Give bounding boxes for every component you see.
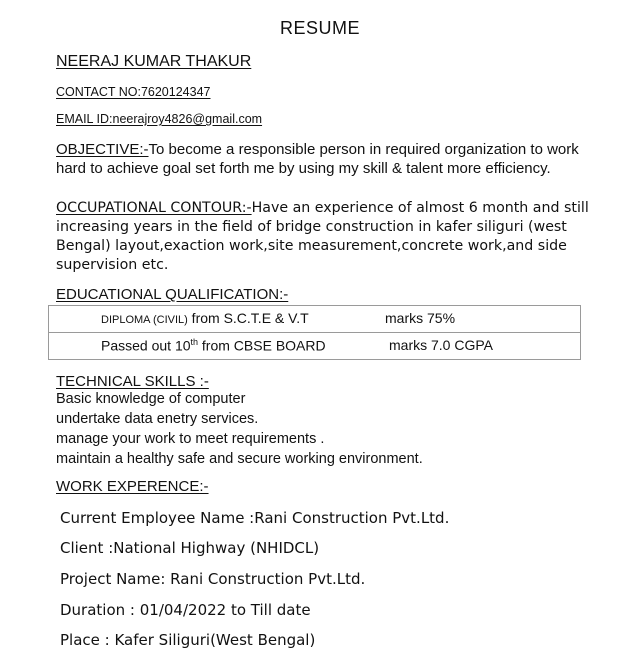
- education-table: [48, 305, 581, 360]
- education-course-detail: [101, 310, 309, 326]
- education-cell: [49, 333, 581, 360]
- education-marks: marks 75%: [385, 310, 456, 326]
- list-item: undertake data enetry services.: [56, 411, 259, 427]
- objective-heading: OBJECTIVE:-: [56, 141, 149, 158]
- occupational-text: Have an experience of almost 6 month and still increasing years in the field of bridge construction in kafer siliguri (west Bengal) layout,exaction work,site measurement,concrete work,and side supervision etc.: [56, 200, 589, 273]
- education-marks: marks 7.0 CGPA: [389, 337, 493, 353]
- list-item: maintain a healthy safe and secure working environment.: [56, 451, 423, 467]
- resume-title: RESUME: [279, 18, 360, 38]
- list-item: Client :National Highway (NHIDCL): [60, 539, 320, 557]
- contact-number: CONTACT NO:7620124347: [56, 85, 211, 99]
- objective-section: [56, 140, 586, 178]
- objective-text: To become a responsible person in required organization to work hard to achieve goal set forth me by using my skill & talent more efficiency.: [56, 141, 579, 177]
- table-row: [49, 306, 581, 333]
- education-heading: EDUCATIONAL QUALIFICATION:-: [56, 286, 289, 303]
- education-board: from CBSE BOARD: [198, 337, 326, 354]
- education-course: Passed out 10: [101, 337, 191, 354]
- education-course: DIPLOMA (CIVIL): [101, 314, 188, 326]
- education-cell: [49, 306, 581, 333]
- list-item: Project Name: Rani Construction Pvt.Ltd.: [60, 570, 366, 588]
- list-item: Duration : 01/04/2022 to Till date: [60, 601, 311, 619]
- occupational-contour-section: [56, 199, 601, 275]
- list-item: manage your work to meet requirements .: [56, 431, 325, 447]
- email-address: EMAIL ID:neerajroy4826@gmail.com: [56, 112, 263, 126]
- list-item: Basic knowledge of computer: [56, 391, 246, 407]
- list-item: Current Employee Name :Rani Construction Pvt.Ltd.: [60, 509, 450, 527]
- candidate-name: NEERAJ KUMAR THAKUR: [56, 53, 252, 70]
- technical-skills-heading: TECHNICAL SKILLS :-: [56, 373, 209, 390]
- occupational-heading: OCCUPATIONAL CONTOUR:-: [56, 200, 252, 216]
- education-course-sup: th: [190, 337, 199, 347]
- education-course-detail: [101, 337, 326, 354]
- table-row: [49, 333, 581, 360]
- education-board: from S.C.T.E & V.T: [187, 310, 309, 326]
- work-experience-heading: WORK EXPERENCE:-: [56, 478, 209, 495]
- list-item: Place : Kafer Siliguri(West Bengal): [60, 631, 316, 649]
